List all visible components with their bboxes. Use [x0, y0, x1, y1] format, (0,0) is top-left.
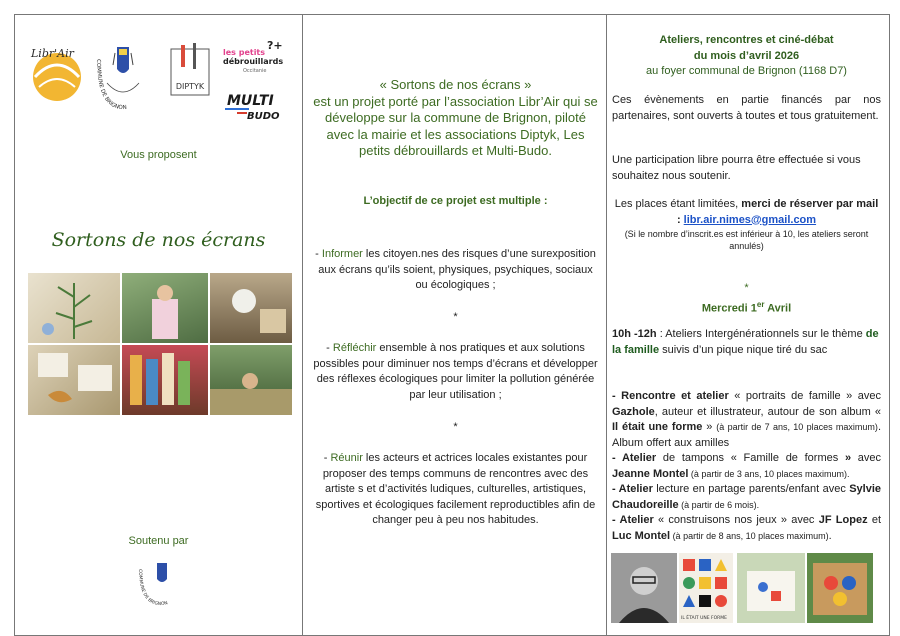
diptyk-logo [163, 41, 217, 107]
item-text: les acteurs et actrices locales existantes pour proposer des temps communs de rencontres avec des artiste s et d’activités ludiques, culturelles, artistiques, sportives et écologiques facilement reproductibles afin de changer peu à peu nos habitudes. [315, 452, 596, 526]
reservation-note: (Si le nombre d’inscrit.es est inférieur à 10, les ateliers seront annulés) [624, 229, 869, 251]
partner-logos [23, 37, 295, 129]
commune-logo-text: COMMUNE DE BRIGNON [94, 59, 128, 112]
multi-logo-line1: MULTI [227, 93, 274, 109]
diptyk-logo-text: DIPTYK [175, 82, 205, 91]
morning-text-2: suivis d’un pique nique tiré du sac [659, 343, 828, 356]
middle-panel [303, 14, 607, 636]
reservation-block [612, 197, 881, 252]
project-intro [313, 77, 598, 160]
petits-logo-line3: Occitanie [243, 68, 267, 74]
svg-text:COMMUNE DE BRIGNON [95, 59, 127, 111]
soutenu-label: Soutenu par [128, 535, 189, 547]
activity-label: - Atelier [612, 514, 654, 526]
activity-label: - Atelier [612, 452, 657, 464]
date-month: Avril [764, 302, 792, 315]
activity-games [612, 513, 881, 544]
brignon-small-logo [133, 561, 189, 609]
objective-item-reflect [313, 341, 598, 403]
photo-collage [28, 273, 292, 415]
activity-guest: Gazhole [612, 405, 655, 418]
header-line2: du mois d’avril 2026 [693, 49, 800, 62]
objective-heading: L’objectif de ce projet est multiple : [363, 195, 548, 207]
proposent-label: Vous proposent [120, 149, 197, 161]
activity-conditions: (à partir de 7 ans, 10 places maximum) [716, 422, 878, 432]
petits-debrouillards-logo [221, 37, 293, 77]
activity-reading [612, 482, 881, 513]
photo-stamps-workshop [737, 553, 805, 623]
activity-text: de tampons « Famille de formes [656, 452, 845, 464]
activity-label: - Atelier [612, 483, 653, 495]
activity-label: - Rencontre et atelier [612, 390, 729, 402]
separator-star: * [453, 421, 458, 433]
item-dash: - [326, 342, 333, 354]
multi-logo-line2: BUDO [247, 111, 280, 122]
photo-leaf-art [28, 345, 120, 415]
commune-text-arc [83, 45, 163, 117]
item-dash: - [315, 248, 322, 260]
activity-text: . Album offert aux amilles [612, 421, 881, 449]
svg-text:?+: ?+ [267, 39, 283, 52]
activity-conditions: (à partir de 8 ans, 10 places maximum) [670, 530, 829, 541]
participation-paragraph: Une participation libre pourra être effectuée si vous souhaitez nous soutenir. [612, 154, 861, 182]
activity-guest: JF Lopez [818, 514, 868, 526]
photo-book-cover [679, 553, 733, 623]
brignon-small-logo-text: COMMUNE DE BRIGNON [136, 569, 169, 608]
photo-garden [210, 345, 292, 415]
activity-guest: Sylvie Chaudoreille [612, 483, 881, 511]
activity-thumbnails [611, 553, 883, 627]
funding-paragraph: Ces évènements en partie financés par nos partenaires, sont ouverts à toutes et tous gratuitement. [612, 94, 881, 122]
photo-wooden-game [807, 553, 873, 623]
libr-air-logo [27, 43, 87, 105]
activity-conditions: (à partir de 3 ans, 10 places maximum). [688, 468, 850, 479]
item-verb: Informer [321, 248, 363, 260]
item-text: ensemble à nos pratiques et aux solutions possibles pour diminuer nos temps d’écrans et développer des réflexes écologiques pour limiter la pollution générée par leur utilisation ; [313, 342, 598, 401]
program-header [612, 33, 881, 80]
multi-budo-logo [223, 85, 287, 125]
activity-album: Il était une forme [612, 421, 703, 433]
activity-text: « construisons nos jeux » avec [653, 514, 819, 526]
objective-item-gather [313, 451, 598, 529]
book-cover-title: IL ÉTAIT UNE FORME [681, 616, 728, 621]
photo-author-portrait [611, 553, 677, 623]
activity-text: , auteur et illustrateur, autour de son album « [654, 405, 881, 418]
email-link[interactable]: libr.air.nimes@gmail.com [683, 213, 817, 226]
activity-text: avec [851, 452, 882, 464]
event-date [612, 297, 881, 317]
activity-text: « portraits de famille » avec [728, 390, 881, 402]
morning-time: 10h -12h [612, 328, 657, 340]
activity-guest: Jeanne Montel [612, 467, 689, 480]
photo-workshop [210, 273, 292, 343]
activities-list [612, 389, 881, 544]
libr-air-logo-text: Libr'Air [31, 47, 74, 60]
petits-logo-line2: débrouillards [223, 57, 284, 66]
morning-text-1: : Ateliers Intergénérationnels sur le thème [656, 328, 866, 340]
morning-schedule [612, 327, 881, 358]
project-title: Sortons de nos écrans [51, 229, 266, 251]
intro-text: est un projet porté par l’association Libr’Air qui se développe sur la commune de Brignon, piloté avec la mairie et les associations Diptyk, Les petits débrouillards et Multi-Budo. [313, 93, 598, 158]
reserve-text-2: merci de réserver par mail : [676, 198, 879, 226]
right-panel [607, 14, 890, 636]
photo-books [122, 345, 208, 415]
photo-drawing [28, 273, 120, 343]
morning-theme: de la famille [612, 328, 879, 356]
activity-stamps [612, 451, 881, 482]
separator-star: * [744, 282, 749, 294]
activity-text: » [844, 452, 852, 464]
petits-logo-line1: les petits [223, 48, 266, 57]
activity-text: » [702, 421, 717, 433]
activity-text: et [867, 514, 882, 526]
date-sup: er [756, 300, 765, 309]
item-verb: Réfléchir [332, 342, 377, 354]
item-verb: Réunir [330, 452, 363, 464]
activity-text: . [828, 529, 832, 542]
intro-quote: « Sortons de nos écrans » [379, 77, 532, 92]
date-day: Mercredi 1 [701, 302, 757, 315]
activity-portraits [612, 389, 881, 451]
reserve-text-1: Les places étant limitées, [614, 198, 742, 210]
header-line3: au foyer communal de Brignon (1168 D7) [646, 65, 847, 77]
activity-text: lecture en partage parents/enfant avec [652, 483, 850, 495]
header-line1: Ateliers, rencontres et ciné-débat [659, 34, 834, 46]
photo-children-outdoor [122, 273, 208, 343]
left-panel [14, 14, 303, 636]
activity-conditions: (à partir de 6 mois). [678, 499, 760, 510]
item-dash: - [323, 452, 331, 464]
activity-guest: Luc Montel [612, 529, 671, 542]
separator-star: * [453, 311, 458, 323]
objective-item-inform [313, 247, 598, 294]
item-text: les citoyen.nes des risques d’une surexposition aux écrans qu’ils soient, physiques, psychiques, sociaux ou écologiques ; [318, 248, 596, 291]
